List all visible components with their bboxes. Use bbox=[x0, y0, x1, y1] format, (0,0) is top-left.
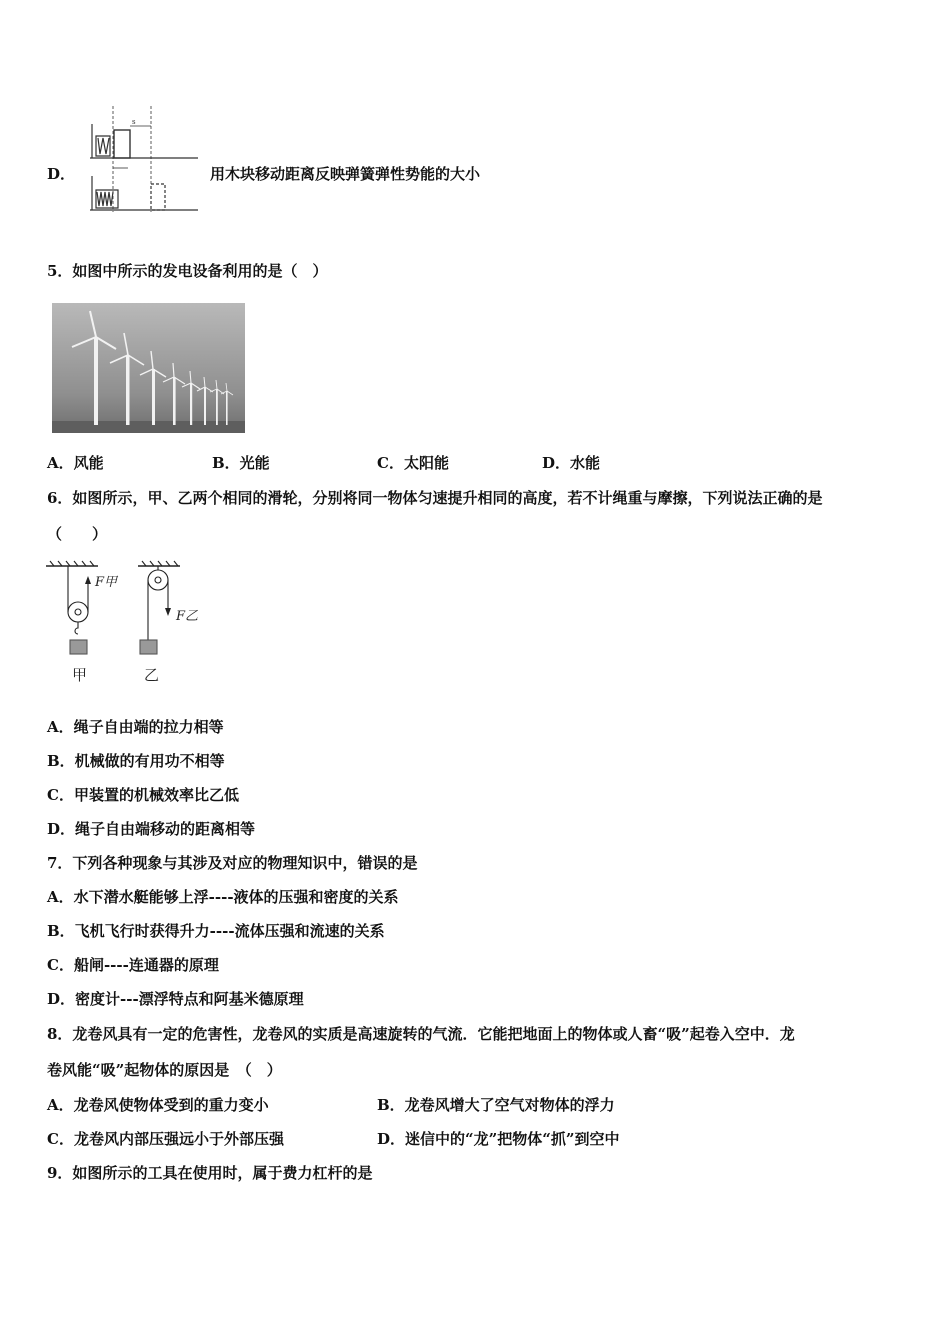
pulley-left-label: 甲 bbox=[72, 666, 88, 684]
q8-option-d: D．迷信中的“龙”把物体“抓”到空中 bbox=[377, 1130, 620, 1148]
force-left-label: F甲 bbox=[95, 575, 118, 590]
q8-question-line2: 卷风能“吸”起物体的原因是 （ ） bbox=[47, 1061, 282, 1079]
q9-question: 9．如图所示的工具在使用时，属于费力杠杆的是 bbox=[47, 1164, 373, 1182]
q8-question-line1: 8．龙卷风具有一定的危害性，龙卷风的实质是高速旋转的气流．它能把地面上的物体或人畜“吸”起卷入空中．龙 bbox=[47, 1025, 795, 1043]
q5-question: 5．如图中所示的发电设备利用的是（ ） bbox=[47, 262, 328, 280]
q5-option-c: C．太阳能 bbox=[377, 454, 449, 472]
pulley-diagram bbox=[44, 560, 214, 688]
q7-option-d: D．密度计---漂浮特点和阿基米德原理 bbox=[47, 990, 304, 1008]
spring-block-diagram bbox=[88, 104, 200, 214]
q6-option-b: B．机械做的有用功不相等 bbox=[47, 752, 225, 770]
q8-option-b: B．龙卷风增大了空气对物体的浮力 bbox=[377, 1096, 615, 1114]
q7-option-b: B．飞机飞行时获得升力----流体压强和流速的关系 bbox=[47, 922, 385, 940]
q6-option-d: D．绳子自由端移动的距离相等 bbox=[47, 820, 256, 838]
q5-option-d: D．水能 bbox=[542, 454, 601, 472]
q8-option-c: C．龙卷风内部压强远小于外部压强 bbox=[47, 1130, 284, 1148]
force-right-label: F乙 bbox=[176, 609, 199, 624]
svg-text:s: s bbox=[132, 118, 136, 126]
q6-option-a: A．绳子自由端的拉力相等 bbox=[47, 718, 224, 736]
pulley-right-label: 乙 bbox=[144, 666, 160, 684]
q7-option-c: C．船闸----连通器的原理 bbox=[47, 956, 219, 974]
q6-question-line2: （ ） bbox=[47, 525, 108, 543]
q6-option-c: C．甲装置的机械效率比乙低 bbox=[47, 786, 239, 804]
q4-option-d-text: 用木块移动距离反映弹簧弹性势能的大小 bbox=[210, 165, 481, 183]
q5-option-a: A．风能 bbox=[47, 454, 104, 472]
q4-option-d-label: D． bbox=[47, 165, 76, 183]
q5-option-b: B．光能 bbox=[212, 454, 270, 472]
q7-option-a: A．水下潜水艇能够上浮----液体的压强和密度的关系 bbox=[47, 888, 399, 906]
q7-question: 7．下列各种现象与其涉及对应的物理知识中，错误的是 bbox=[47, 854, 418, 872]
wind-turbines-photo bbox=[52, 303, 245, 433]
q6-question-line1: 6．如图所示，甲、乙两个相同的滑轮，分别将同一物体匀速提升相同的高度，若不计绳重与摩擦，下列说法正确的是 bbox=[47, 489, 823, 507]
q8-option-a: A．龙卷风使物体受到的重力变小 bbox=[47, 1096, 269, 1114]
